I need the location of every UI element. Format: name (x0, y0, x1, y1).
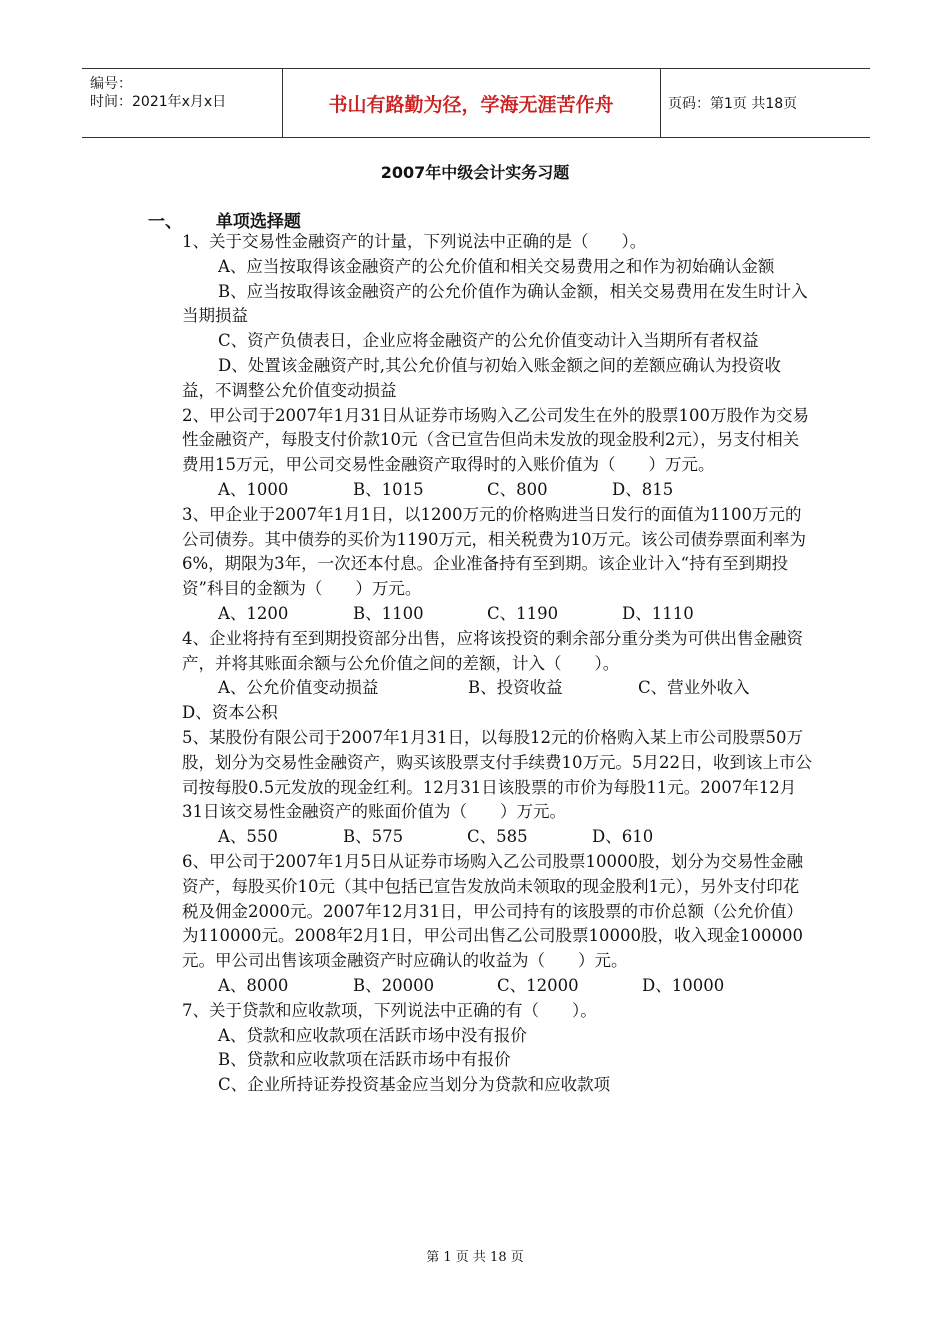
option: B、20000 (353, 975, 435, 995)
question-stem: 2、甲公司于2007年1月31日从证券市场购入乙公司发生在外的股票100万股作为交易性金融资产，每股支付价款10元（含已宣告但尚未发放的现金股利2元），另支付相关费用15万元，甲公司交易性金融资产取得时的入账价值为（ ）万元。 (182, 405, 809, 475)
option: A、应当按取得该金融资产的公允价值和相关交易费用之和作为初始确认金额 (218, 256, 775, 276)
option: A、8000 (218, 975, 289, 995)
question-stem: 7、关于贷款和应收款项，下列说法中正确的有（ ）。 (182, 1000, 597, 1020)
option: C、企业所持证券投资基金应当划分为贷款和应收款项 (218, 1075, 611, 1095)
option-row (182, 676, 812, 701)
option: D、处置该金融资产时,其公允价值与初始入账金额之间的差额应确认为投资收益，不调整公允价值变动损益 (182, 355, 781, 400)
question-stem: 6、甲公司于2007年1月5日从证券市场购入乙公司股票10000股，划分为交易性金融资产，每股买价10元（其中包括已宣告发放尚未领取的现金股利1元），另外支付印花税及佣金2000元。2007年12月31日，甲公司持有的该股票的市价总额（公允价值）为110000元。2008年2月1日，甲公司出售乙公司股票10000股，收入现金100000元。甲公司出售该项金融资产时应确认的收益为（ ）元。 (182, 851, 803, 971)
question-stem: 1、关于交易性金融资产的计量，下列说法中正确的是（ ）。 (182, 232, 647, 251)
option: A、1200 (218, 603, 289, 623)
option: B、1100 (353, 603, 424, 623)
option: D、10000 (642, 975, 725, 995)
section-number: 一、 (148, 212, 182, 232)
option: A、贷款和应收款项在活跃市场中没有报价 (218, 1025, 527, 1045)
option: C、1190 (487, 603, 559, 623)
option: B、575 (343, 827, 404, 847)
option: B、投资收益 (468, 678, 563, 698)
option: C、12000 (497, 975, 579, 995)
option-row (182, 974, 812, 999)
option: A、1000 (218, 479, 289, 499)
question-stem: 5、某股份有限公司于2007年1月31日，以每股12元的价格购入某上市公司股票50万股，划分为交易性金融资产，购买该股票支付手续费10万元。5月22日，收到该上市公司按每股0.5元发放的现金红利。12月31日该股票的市价为每股11元。2007年12月31日该交易性金融资产的账面价值为（ ）万元。 (182, 727, 812, 822)
option: B、1015 (353, 479, 424, 499)
header-divider (660, 69, 661, 137)
question-list (182, 230, 812, 1098)
header-number: 编号： (90, 76, 132, 92)
document-title: 2007年中级会计实务习题 (380, 163, 570, 182)
option-row (182, 602, 812, 627)
option: C、585 (467, 827, 528, 847)
option: A、公允价值变动损益 (218, 678, 379, 698)
option-row (182, 825, 812, 850)
section-heading (148, 207, 301, 232)
header-date: 时间：2021年x月x日 (90, 94, 227, 110)
option: C、资产负债表日，企业应将金融资产的公允价值变动计入当期所有者权益 (218, 331, 759, 351)
option-row (182, 478, 812, 503)
option: D、815 (612, 479, 674, 499)
option: D、资本公积 (182, 703, 278, 723)
header-meta (82, 69, 282, 137)
option: C、800 (487, 479, 548, 499)
section-title: 单项选择题 (215, 212, 301, 232)
option: B、贷款和应收款项在活跃市场中有报价 (218, 1050, 511, 1070)
option: D、610 (592, 827, 654, 847)
header-page-info: 页码：第1页 共18页 (668, 96, 798, 112)
question-stem: 3、甲企业于2007年1月1日，以1200万元的价格购进当日发行的面值为1100万元的公司债券。其中债券的买价为1190万元，相关税费为10万元。该公司债券票面利率为6%，期限为3年，一次还本付息。企业准备持有至到期。该企业计入“持有至到期投资”科目的金额为（ ）万元。 (182, 504, 806, 599)
question-stem: 4、企业将持有至到期投资部分出售，应将该投资的剩余部分重分类为可供出售金融资产，并将其账面余额与公允价值之间的差额，计入（ ）。 (182, 628, 803, 673)
header-motto: 书山有路勤为径，学海无涯苦作舟 (328, 93, 614, 116)
option: B、应当按取得该金融资产的公允价值作为确认金额，相关交易费用在发生时计入当期损益 (182, 281, 808, 326)
option: D、1110 (622, 603, 694, 623)
option: C、营业外收入 (638, 678, 750, 698)
header-table (82, 68, 870, 138)
page-footer: 第 1 页 共 18 页 (426, 1250, 524, 1265)
option: A、550 (218, 827, 278, 847)
